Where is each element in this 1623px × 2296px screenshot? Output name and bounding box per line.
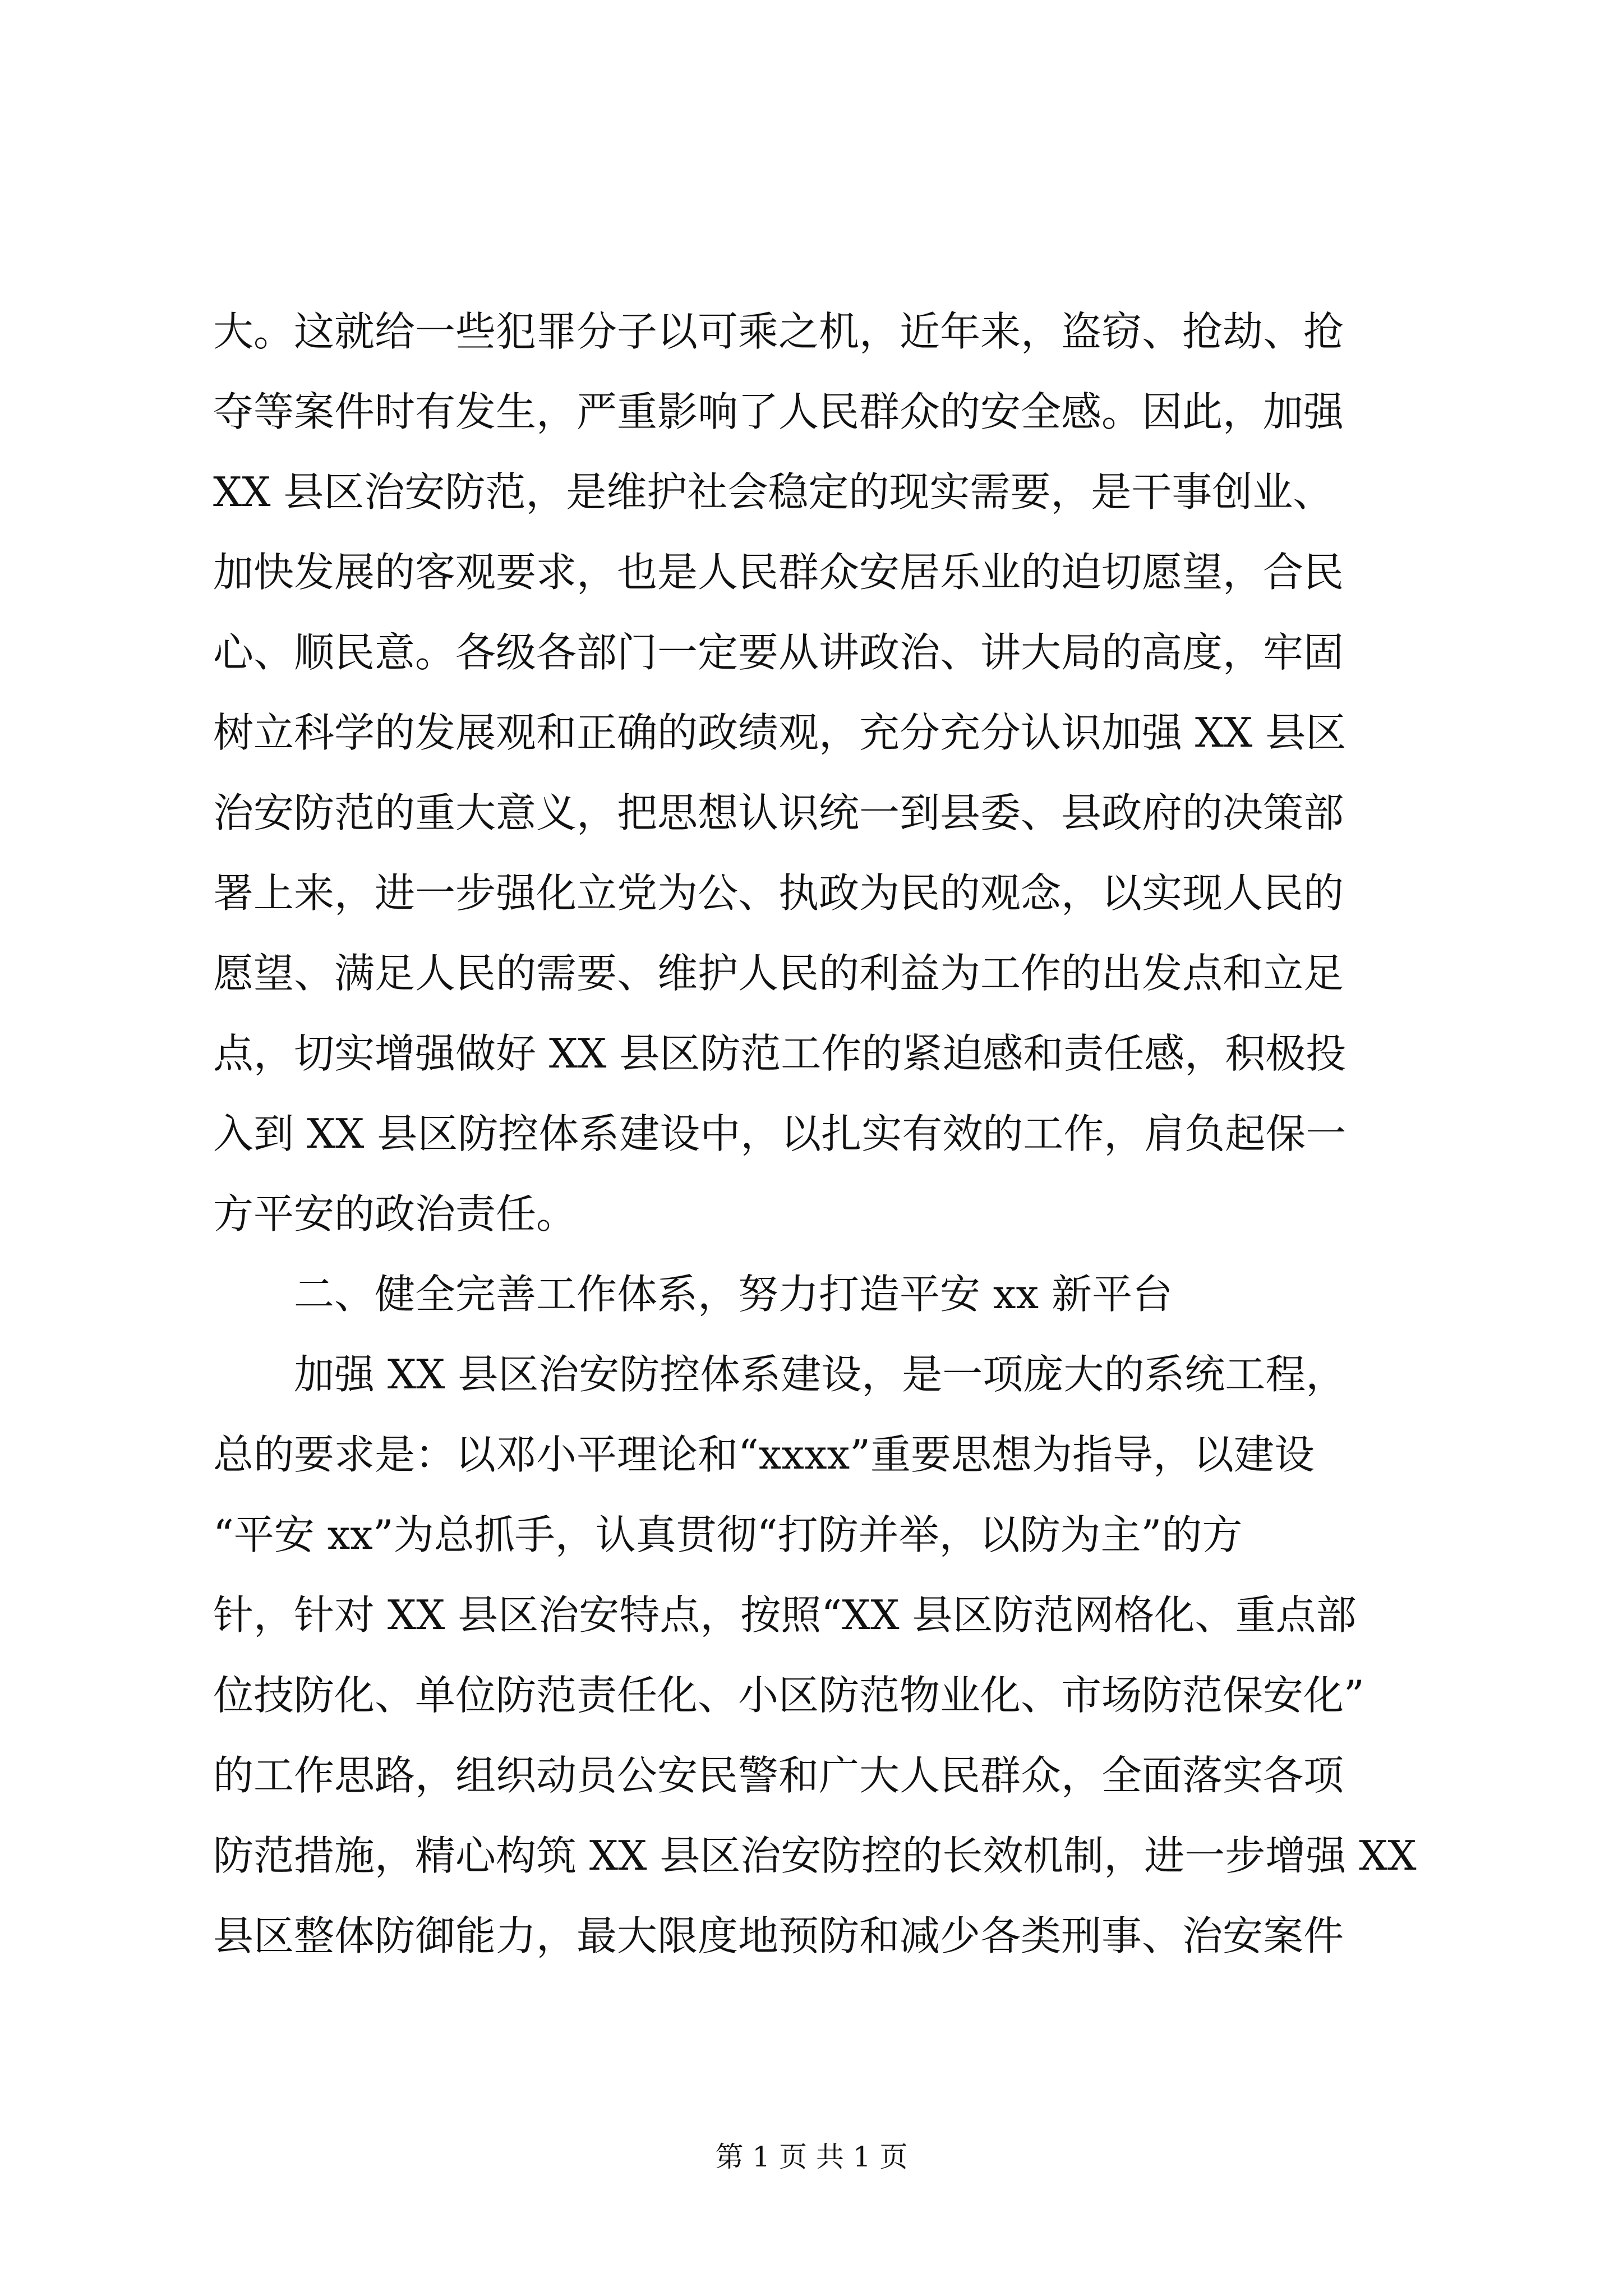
text-line: 愿望、满足人民的需要、维护人民的利益为工作的出发点和立足 — [213, 950, 1344, 997]
page-footer: 第 1 页 共 1 页 — [715, 2141, 908, 2173]
text-line: 治安防范的重大意义，把思想认识统一到县委、县政府的决策部 — [213, 789, 1344, 836]
document-body — [213, 292, 1424, 1976]
text-line: 总的要求是：以邓小平理论和“xxxx”重要思想为指导，以建设 — [213, 1431, 1315, 1478]
text-line: 方平安的政治责任。 — [213, 1190, 577, 1237]
text-line: 署上来，进一步强化立党为公、执政为民的观念，以实现人民的 — [213, 869, 1344, 917]
text-line: 的工作思路，组织动员公安民警和广大人民群众，全面落实各项 — [213, 1752, 1344, 1799]
text-line: 入到 XX 县区防控体系建设中，以扎实有效的工作，肩负起保一 — [213, 1110, 1347, 1157]
text-line: “平安 xx”为总抓手，认真贯彻“打防并举，以防为主”的方 — [213, 1511, 1243, 1558]
text-line: 心、顺民意。各级各部门一定要从讲政治、讲大局的高度，牢固 — [213, 629, 1344, 676]
text-line: 针，针对 XX 县区治安特点，按照“XX 县区防范网格化、重点部 — [213, 1591, 1357, 1639]
text-line: 县区整体防御能力，最大限度地预防和减少各类刑事、治安案件 — [213, 1912, 1344, 1959]
text-line: 加强 XX 县区治安防控体系建设，是一项庞大的系统工程， — [294, 1351, 1347, 1398]
text-line: 夺等案件时有发生，严重影响了人民群众的安全感。因此，加强 — [213, 388, 1344, 435]
section-heading: 二、健全完善工作体系，努力打造平安 xx 新平台 — [294, 1271, 1173, 1318]
text-line: 点，切实增强做好 XX 县区防范工作的紧迫感和责任感，积极投 — [213, 1030, 1347, 1077]
text-line: 大。这就给一些犯罪分子以可乘之机，近年来，盗窃、抢劫、抢 — [213, 308, 1344, 355]
text-line: XX 县区治安防范，是维护社会稳定的现实需要，是干事创业、 — [213, 468, 1334, 516]
text-line: 位技防化、单位防范责任化、小区防范物业化、市场防范保安化” — [213, 1672, 1364, 1719]
text-line: 加快发展的客观要求，也是人民群众安居乐业的迫切愿望，合民 — [213, 549, 1344, 596]
text-line: 防范措施，精心构筑 XX 县区治安防控的长效机制，进一步增强 XX — [213, 1832, 1417, 1879]
text-line: 树立科学的发展观和正确的政绩观，充分充分认识加强 XX 县区 — [213, 709, 1347, 756]
